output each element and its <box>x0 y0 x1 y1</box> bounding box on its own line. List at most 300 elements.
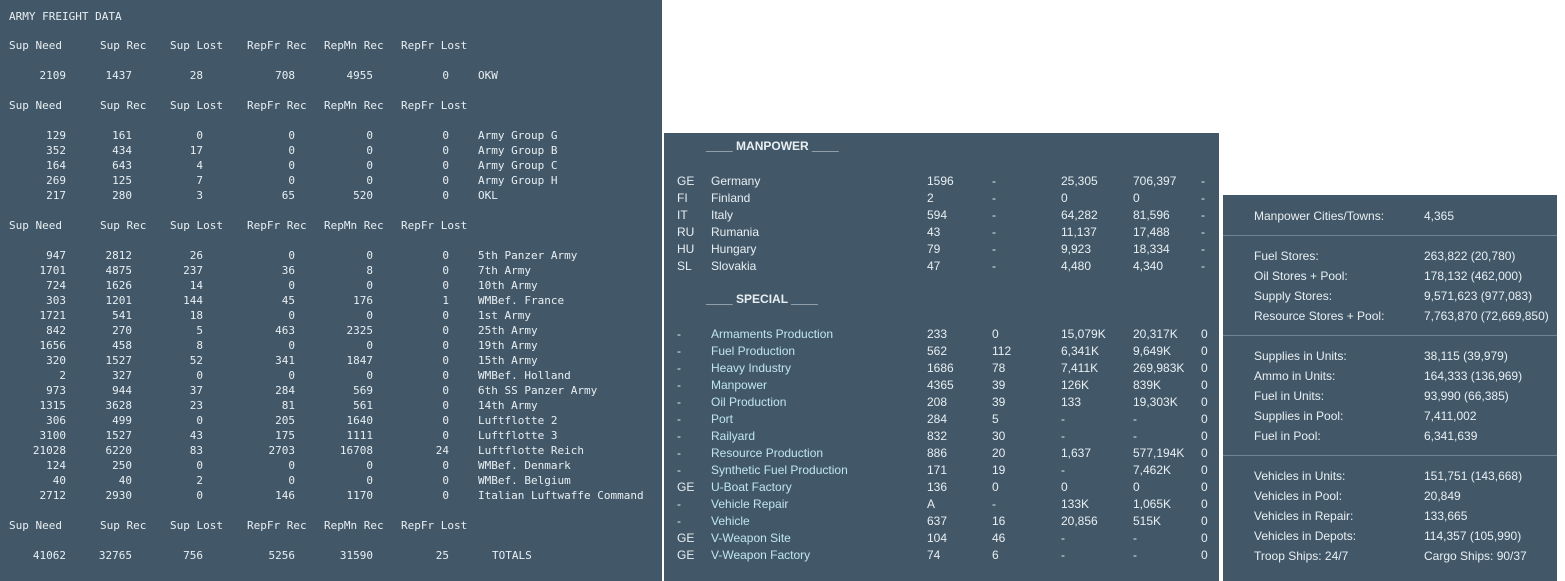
manpower-cell: 0 <box>1061 191 1068 205</box>
manpower-cell: 233 <box>927 327 948 341</box>
freight-value: 1527 <box>105 429 132 442</box>
freight-value: 164 <box>46 159 66 172</box>
freight-value: 3 <box>196 189 203 202</box>
manpower-cell: 0 <box>1201 429 1208 443</box>
special-item-link[interactable]: Armaments Production <box>711 327 834 341</box>
manpower-cell: 0 <box>1201 531 1208 545</box>
freight-value: 0 <box>442 459 449 472</box>
freight-unit-name: WMBef. Denmark <box>478 459 571 472</box>
freight-value: 1847 <box>346 354 373 367</box>
manpower-cell: SL <box>677 259 692 273</box>
freight-value: 0 <box>366 144 373 157</box>
manpower-cell: 0 <box>1201 327 1208 341</box>
freight-row <box>0 339 662 353</box>
manpower-cell: 594 <box>927 208 948 222</box>
summary-value: 7,411,002 <box>1424 409 1477 423</box>
freight-value: 1111 <box>346 429 373 442</box>
special-row <box>664 429 1219 445</box>
special-row <box>664 395 1219 411</box>
summary-value: 178,132 (462,000) <box>1424 269 1523 283</box>
manpower-cell: 515K <box>1133 514 1162 528</box>
summary-value: 20,849 <box>1424 489 1461 503</box>
manpower-cell: 133K <box>1061 497 1090 511</box>
manpower-cell: HU <box>677 242 695 256</box>
freight-value: 161 <box>112 129 132 142</box>
column-header: Sup Lost <box>170 219 223 232</box>
freight-value: 0 <box>196 459 203 472</box>
freight-value: 81 <box>281 399 295 412</box>
summary-label: Fuel in Units: <box>1254 389 1325 403</box>
manpower-cell: - <box>1133 531 1137 545</box>
freight-value: 31590 <box>339 549 373 562</box>
manpower-panel <box>664 133 1219 581</box>
freight-value: 463 <box>275 324 295 337</box>
manpower-cell: - <box>1061 463 1065 477</box>
freight-unit-name: WMBef. Belgium <box>478 474 571 487</box>
freight-unit-name: OKL <box>478 189 498 202</box>
summary-value: 151,751 (143,668) <box>1424 469 1523 483</box>
freight-value: 541 <box>112 309 132 322</box>
manpower-cell: - <box>992 225 996 239</box>
manpower-cell: 0 <box>1201 548 1208 562</box>
freight-row <box>0 324 662 338</box>
freight-row <box>0 414 662 428</box>
summary-row <box>1223 409 1557 425</box>
freight-value: 1701 <box>39 264 66 277</box>
freight-value: 26 <box>189 249 203 262</box>
manpower-cell: 0 <box>992 480 999 494</box>
freight-value: 944 <box>112 384 132 397</box>
freight-value: 341 <box>275 354 295 367</box>
manpower-cell: - <box>1201 259 1205 273</box>
special-item-link[interactable]: Manpower <box>711 378 768 392</box>
freight-value: 52 <box>189 354 203 367</box>
summary-value: 114,357 (105,990) <box>1424 529 1522 543</box>
freight-value: 23 <box>189 399 203 412</box>
freight-value: 146 <box>275 489 295 502</box>
column-header: RepMn Rec <box>324 519 384 532</box>
manpower-cell: - <box>677 497 681 511</box>
freight-row <box>0 429 662 443</box>
special-row <box>664 344 1219 360</box>
freight-value: 0 <box>288 339 295 352</box>
freight-value: 1201 <box>105 294 132 307</box>
manpower-cell: GE <box>677 548 695 562</box>
summary-value: 9,571,623 (977,083) <box>1424 289 1533 303</box>
freight-value: 973 <box>46 384 66 397</box>
freight-unit-name: 15th Army <box>478 354 538 367</box>
column-header: RepFr Lost <box>401 99 468 112</box>
freight-value: 947 <box>46 249 66 262</box>
freight-row <box>0 459 662 473</box>
manpower-cell: Hungary <box>711 242 757 256</box>
manpower-cell: 832 <box>927 429 948 443</box>
summary-label: Oil Stores + Pool: <box>1254 269 1348 283</box>
special-item-link[interactable]: Heavy Industry <box>711 361 792 375</box>
manpower-cell: 25,305 <box>1061 174 1098 188</box>
summary-row <box>1223 269 1557 285</box>
freight-value: 561 <box>353 399 373 412</box>
manpower-cell: 7,462K <box>1133 463 1172 477</box>
freight-value: 1 <box>442 294 449 307</box>
freight-value: 0 <box>366 309 373 322</box>
freight-unit-name: 1st Army <box>478 309 531 322</box>
freight-value: 0 <box>366 174 373 187</box>
manpower-cell: 577,194K <box>1133 446 1185 460</box>
summary-label: Supplies in Pool: <box>1254 409 1344 423</box>
manpower-cell: - <box>992 242 996 256</box>
freight-value: 0 <box>442 189 449 202</box>
freight-value: 0 <box>442 69 449 82</box>
column-header: RepMn Rec <box>324 39 384 52</box>
freight-value: 0 <box>442 174 449 187</box>
column-header: Sup Need <box>9 219 62 232</box>
manpower-cell: - <box>992 191 996 205</box>
freight-unit-name: Army Group H <box>478 174 558 187</box>
freight-value: 327 <box>112 369 132 382</box>
freight-value: 458 <box>112 339 132 352</box>
freight-value: 0 <box>442 399 449 412</box>
manpower-cell: - <box>677 361 681 375</box>
special-item-link[interactable]: V-Weapon Factory <box>711 548 811 562</box>
column-header: Sup Lost <box>170 519 223 532</box>
freight-row <box>0 279 662 293</box>
manpower-cell: 39 <box>992 395 1006 409</box>
manpower-cell: 0 <box>1201 344 1208 358</box>
manpower-cell: - <box>677 344 681 358</box>
freight-value: 175 <box>275 429 295 442</box>
freight-value: 45 <box>281 294 295 307</box>
freight-value: 2 <box>196 474 203 487</box>
manpower-cell: - <box>1061 531 1065 545</box>
freight-value: 1315 <box>39 399 66 412</box>
freight-value: 237 <box>183 264 203 277</box>
freight-value: 520 <box>353 189 373 202</box>
manpower-cell: 17,488 <box>1133 225 1170 239</box>
manpower-cell: 47 <box>927 259 941 273</box>
summary-value: 4,365 <box>1424 209 1455 223</box>
freight-value: 1656 <box>39 339 66 352</box>
summary-row <box>1223 389 1557 405</box>
manpower-cell: 0 <box>992 327 999 341</box>
freight-row <box>0 399 662 413</box>
freight-row <box>0 264 662 278</box>
freight-row <box>0 384 662 398</box>
special-row <box>664 480 1219 496</box>
special-row <box>664 361 1219 377</box>
column-header: Sup Lost <box>170 99 223 112</box>
manpower-cell: - <box>677 412 681 426</box>
freight-unit-name: 14th Army <box>478 399 538 412</box>
freight-row <box>0 354 662 368</box>
summary-divider <box>1223 455 1557 456</box>
summary-label: Vehicles in Repair: <box>1254 509 1354 523</box>
summary-value: 7,763,870 (72,669,850) <box>1424 309 1549 323</box>
column-header: Sup Need <box>9 39 62 52</box>
manpower-cell: IT <box>677 208 688 222</box>
manpower-cell: - <box>1133 429 1137 443</box>
manpower-cell: 16 <box>992 514 1006 528</box>
manpower-cell: 2 <box>927 191 934 205</box>
special-item-link[interactable]: Oil Production <box>711 395 787 409</box>
freight-value: 36 <box>281 264 295 277</box>
summary-row <box>1223 509 1557 525</box>
column-header: RepMn Rec <box>324 219 384 232</box>
freight-value: 0 <box>442 264 449 277</box>
summary-label: Fuel in Pool: <box>1254 429 1321 443</box>
manpower-cell: - <box>992 174 996 188</box>
freight-value: 320 <box>46 354 66 367</box>
freight-value: 0 <box>442 144 449 157</box>
freight-row <box>0 159 662 173</box>
freight-value: 5256 <box>268 549 295 562</box>
freight-value: 0 <box>366 474 373 487</box>
manpower-cell: 20 <box>992 446 1006 460</box>
special-item-link[interactable]: Vehicle <box>711 514 750 528</box>
manpower-cell: 39 <box>992 378 1006 392</box>
freight-unit-name: Luftflotte Reich <box>478 444 584 457</box>
country-row <box>664 259 1219 275</box>
freight-value: 2703 <box>268 444 295 457</box>
summary-value: 38,115 (39,979) <box>1424 349 1508 363</box>
manpower-cell: 637 <box>927 514 948 528</box>
freight-value: 0 <box>442 159 449 172</box>
manpower-cell: - <box>677 514 681 528</box>
manpower-cell: 1596 <box>927 174 954 188</box>
freight-value: 0 <box>366 159 373 172</box>
summary-label: Supplies in Units: <box>1254 349 1347 363</box>
freight-value: 2712 <box>39 489 66 502</box>
freight-row <box>0 309 662 323</box>
column-header: RepMn Rec <box>324 99 384 112</box>
freight-value: 0 <box>366 249 373 262</box>
freight-value: 21028 <box>32 444 66 457</box>
freight-value: 3100 <box>39 429 66 442</box>
freight-value: 0 <box>442 129 449 142</box>
freight-value: 643 <box>112 159 132 172</box>
freight-value: 17 <box>189 144 203 157</box>
freight-value: 129 <box>46 129 66 142</box>
freight-row <box>0 189 662 203</box>
freight-row <box>0 369 662 383</box>
freight-value: 18 <box>189 309 203 322</box>
freight-value: 0 <box>288 129 295 142</box>
manpower-cell: Slovakia <box>711 259 757 273</box>
summary-label: Manpower Cities/Towns: <box>1254 209 1385 223</box>
freight-value: 1527 <box>105 354 132 367</box>
manpower-cell: 19 <box>992 463 1006 477</box>
manpower-cell: 74 <box>927 548 941 562</box>
freight-value: 24 <box>435 444 449 457</box>
freight-value: 0 <box>366 339 373 352</box>
summary-row <box>1223 549 1557 565</box>
manpower-cell: 5 <box>992 412 999 426</box>
freight-value: 280 <box>112 189 132 202</box>
freight-row <box>0 69 662 83</box>
freight-value: 708 <box>275 69 295 82</box>
freight-value: 5 <box>196 324 203 337</box>
manpower-cell: - <box>677 327 681 341</box>
manpower-cell: 78 <box>992 361 1006 375</box>
freight-value: 0 <box>442 354 449 367</box>
freight-value: 2 <box>59 369 66 382</box>
freight-value: 0 <box>288 369 295 382</box>
freight-row <box>0 489 662 503</box>
freight-value: 7 <box>196 174 203 187</box>
freight-value: 205 <box>275 414 295 427</box>
manpower-cell: 4365 <box>927 378 954 392</box>
manpower-cell: 0 <box>1061 480 1068 494</box>
freight-value: 0 <box>288 279 295 292</box>
summary-label: Vehicles in Pool: <box>1254 489 1343 503</box>
manpower-cell: 11,137 <box>1061 225 1097 239</box>
manpower-cell: 171 <box>927 463 948 477</box>
freight-value: 65 <box>281 189 295 202</box>
manpower-cell: 20,317K <box>1133 327 1178 341</box>
special-row <box>664 378 1219 394</box>
freight-unit-name: Italian Luftwaffe Command <box>478 489 644 502</box>
totals-row <box>0 549 662 563</box>
special-item-link[interactable]: U-Boat Factory <box>711 480 792 494</box>
manpower-cell: 9,923 <box>1061 242 1092 256</box>
summary-divider <box>1223 235 1557 236</box>
manpower-cell: 15,079K <box>1061 327 1106 341</box>
special-item-link[interactable]: Resource Production <box>711 446 824 460</box>
summary-label: Vehicles in Depots: <box>1254 529 1357 543</box>
freight-value: 0 <box>366 129 373 142</box>
column-header: Sup Need <box>9 99 62 112</box>
freight-value: 0 <box>442 309 449 322</box>
freight-row <box>0 144 662 158</box>
manpower-cell: 706,397 <box>1133 174 1177 188</box>
manpower-cell: FI <box>677 191 688 205</box>
summary-row <box>1223 429 1557 445</box>
freight-value: 8 <box>196 339 203 352</box>
special-item-link[interactable]: Fuel Production <box>711 344 796 358</box>
freight-value: 0 <box>366 459 373 472</box>
freight-value: 1640 <box>346 414 373 427</box>
manpower-cell: 9,649K <box>1133 344 1172 358</box>
manpower-cell: 839K <box>1133 378 1162 392</box>
summary-row <box>1223 309 1557 325</box>
summary-row <box>1223 209 1557 225</box>
column-header: RepFr Rec <box>247 519 307 532</box>
summary-value: 164,333 (136,969) <box>1424 369 1523 383</box>
freight-value: 284 <box>275 384 295 397</box>
manpower-cell: - <box>1061 548 1065 562</box>
freight-value: 0 <box>366 369 373 382</box>
summary-panel <box>1223 195 1557 581</box>
freight-value: 1721 <box>39 309 66 322</box>
summary-label: Vehicles in Units: <box>1254 469 1346 483</box>
manpower-cell: - <box>1201 225 1205 239</box>
summary-label: Fuel Stores: <box>1254 249 1319 263</box>
freight-unit-name: Army Group B <box>478 144 558 157</box>
manpower-cell: - <box>1133 412 1137 426</box>
freight-unit-name: Luftflotte 3 <box>478 429 558 442</box>
manpower-cell: 886 <box>927 446 948 460</box>
freight-unit-name: Luftflotte 2 <box>478 414 558 427</box>
manpower-cell: 6,341K <box>1061 344 1100 358</box>
summary-label: Ammo in Units: <box>1254 369 1336 383</box>
freight-value: 0 <box>442 339 449 352</box>
special-item-link[interactable]: Synthetic Fuel Production <box>711 463 848 477</box>
freight-value: 4 <box>196 159 203 172</box>
freight-unit-name: Army Group G <box>478 129 558 142</box>
freight-unit-name: 19th Army <box>478 339 538 352</box>
column-header: Sup Rec <box>100 39 147 52</box>
freight-value: 14 <box>189 279 203 292</box>
summary-value: Cargo Ships: 90/37 <box>1424 549 1527 563</box>
special-item-link[interactable]: V-Weapon Site <box>711 531 791 545</box>
manpower-cell: - <box>992 259 996 273</box>
freight-value: 303 <box>46 294 66 307</box>
freight-value: 2325 <box>346 324 373 337</box>
column-header: Sup Need <box>9 519 62 532</box>
freight-value: 37 <box>189 384 203 397</box>
manpower-cell: 1,637 <box>1061 446 1092 460</box>
freight-value: 724 <box>46 279 66 292</box>
summary-value: 6,341,639 <box>1424 429 1478 443</box>
freight-value: 0 <box>442 384 449 397</box>
special-item-link[interactable]: Railyard <box>711 429 756 443</box>
manpower-cell: 81,596 <box>1133 208 1170 222</box>
special-item-link[interactable]: Port <box>711 412 734 426</box>
freight-value: 569 <box>353 384 373 397</box>
manpower-cell: 133 <box>1061 395 1082 409</box>
manpower-cell: 0 <box>1201 446 1208 460</box>
freight-value: 0 <box>442 489 449 502</box>
freight-value: 41062 <box>32 549 66 562</box>
freight-value: 0 <box>196 414 203 427</box>
manpower-cell: RU <box>677 225 695 239</box>
summary-row <box>1223 529 1557 545</box>
freight-value: 1437 <box>105 69 132 82</box>
column-header: Sup Rec <box>100 219 147 232</box>
special-row <box>664 412 1219 428</box>
manpower-cell: 79 <box>927 242 941 256</box>
special-row <box>664 497 1219 513</box>
manpower-cell: 7,411K <box>1061 361 1099 375</box>
manpower-cell: 0 <box>1201 412 1208 426</box>
summary-label: Resource Stores + Pool: <box>1254 309 1385 323</box>
special-item-link[interactable]: Vehicle Repair <box>711 497 789 511</box>
freight-value: 0 <box>288 309 295 322</box>
freight-unit-name: 25th Army <box>478 324 538 337</box>
manpower-cell: 284 <box>927 412 948 426</box>
manpower-cell: GE <box>677 174 695 188</box>
manpower-cell: 43 <box>927 225 941 239</box>
freight-value: 0 <box>196 489 203 502</box>
manpower-cell: 0 <box>1201 378 1208 392</box>
column-header: Sup Rec <box>100 99 147 112</box>
column-header: RepFr Lost <box>401 219 468 232</box>
manpower-cell: 64,282 <box>1061 208 1098 222</box>
manpower-cell: 4,480 <box>1061 259 1092 273</box>
manpower-cell: GE <box>677 480 695 494</box>
freight-value: 43 <box>189 429 203 442</box>
column-header: RepFr Rec <box>247 99 307 112</box>
freight-value: 144 <box>183 294 203 307</box>
freight-value: 0 <box>288 474 295 487</box>
freight-value: 4875 <box>105 264 132 277</box>
freight-value: 269 <box>46 174 66 187</box>
manpower-cell: Italy <box>711 208 734 222</box>
country-row <box>664 242 1219 258</box>
freight-value: 217 <box>46 189 66 202</box>
manpower-cell: 4,340 <box>1133 259 1164 273</box>
freight-value: 0 <box>196 369 203 382</box>
